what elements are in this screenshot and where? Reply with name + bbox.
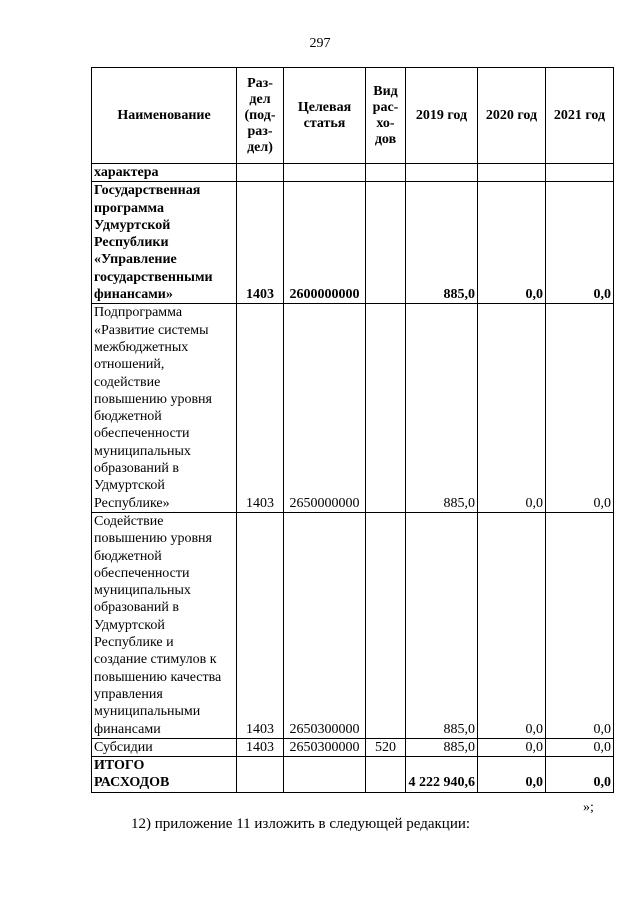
table-row-total <box>92 757 614 793</box>
budget-table <box>91 67 614 793</box>
row-2021: 0,0 <box>546 757 614 793</box>
header-expense-type: Вид рас- хо- дов <box>366 68 406 164</box>
row-2020: 0,0 <box>478 738 546 756</box>
row-section: 1403 <box>237 304 284 513</box>
row-expense-type <box>366 304 406 513</box>
row-target: 2650300000 <box>284 512 366 738</box>
row-name: Государственная программа Удмуртской Республики «Управление государственными финансами» <box>92 182 237 304</box>
row-target <box>284 164 366 182</box>
row-2020 <box>478 164 546 182</box>
row-section <box>237 757 284 793</box>
row-target: 2600000000 <box>284 182 366 304</box>
row-2021: 0,0 <box>546 512 614 738</box>
instruction-text: 12) приложение 11 изложить в следующей редакции: <box>131 816 471 832</box>
header-2020: 2020 год <box>478 68 546 164</box>
row-2021: 0,0 <box>546 182 614 304</box>
table-row <box>92 512 614 738</box>
page-number: 297 <box>309 36 331 51</box>
row-target <box>284 757 366 793</box>
header-2021: 2021 год <box>546 68 614 164</box>
row-section: 1403 <box>237 512 284 738</box>
row-2019: 885,0 <box>406 182 478 304</box>
header-2019: 2019 год <box>406 68 478 164</box>
row-section: 1403 <box>237 182 284 304</box>
row-2021: 0,0 <box>546 738 614 756</box>
header-name: Наименование <box>92 68 237 164</box>
row-2020: 0,0 <box>478 182 546 304</box>
row-name: Подпрограмма «Развитие системы межбюджетных отношений, содействие повышению уровня бюджетной обеспеченности муниципальных образований в Удмуртской Республике» <box>92 304 237 513</box>
row-2019 <box>406 164 478 182</box>
row-target: 2650000000 <box>284 304 366 513</box>
row-name: характера <box>92 164 237 182</box>
row-name: ИТОГО РАСХОДОВ <box>92 757 237 793</box>
row-2020: 0,0 <box>478 304 546 513</box>
row-section <box>237 164 284 182</box>
row-2019: 885,0 <box>406 738 478 756</box>
row-expense-type: 520 <box>366 738 406 756</box>
row-expense-type <box>366 182 406 304</box>
row-2021: 0,0 <box>546 304 614 513</box>
row-expense-type <box>366 512 406 738</box>
row-target: 2650300000 <box>284 738 366 756</box>
table-header-row <box>92 68 614 164</box>
table-row <box>92 304 614 513</box>
table-row <box>92 164 614 182</box>
row-2019: 885,0 <box>406 304 478 513</box>
table-row <box>92 738 614 756</box>
row-expense-type <box>366 164 406 182</box>
row-2020: 0,0 <box>478 757 546 793</box>
row-2019: 885,0 <box>406 512 478 738</box>
header-target: Целевая статья <box>284 68 366 164</box>
closing-quote-mark: »; <box>583 800 594 815</box>
row-2021 <box>546 164 614 182</box>
row-2020: 0,0 <box>478 512 546 738</box>
row-expense-type <box>366 757 406 793</box>
row-section: 1403 <box>237 738 284 756</box>
row-name: Субсидии <box>92 738 237 756</box>
row-name: Содействие повышению уровня бюджетной обеспеченности муниципальных образований в Удмуртской Республике и создание стимулов к повышению качества управления муниципальными финансами <box>92 512 237 738</box>
table-row <box>92 182 614 304</box>
row-2019: 4 222 940,6 <box>406 757 478 793</box>
header-section: Раз- дел (под- раз- дел) <box>237 68 284 164</box>
